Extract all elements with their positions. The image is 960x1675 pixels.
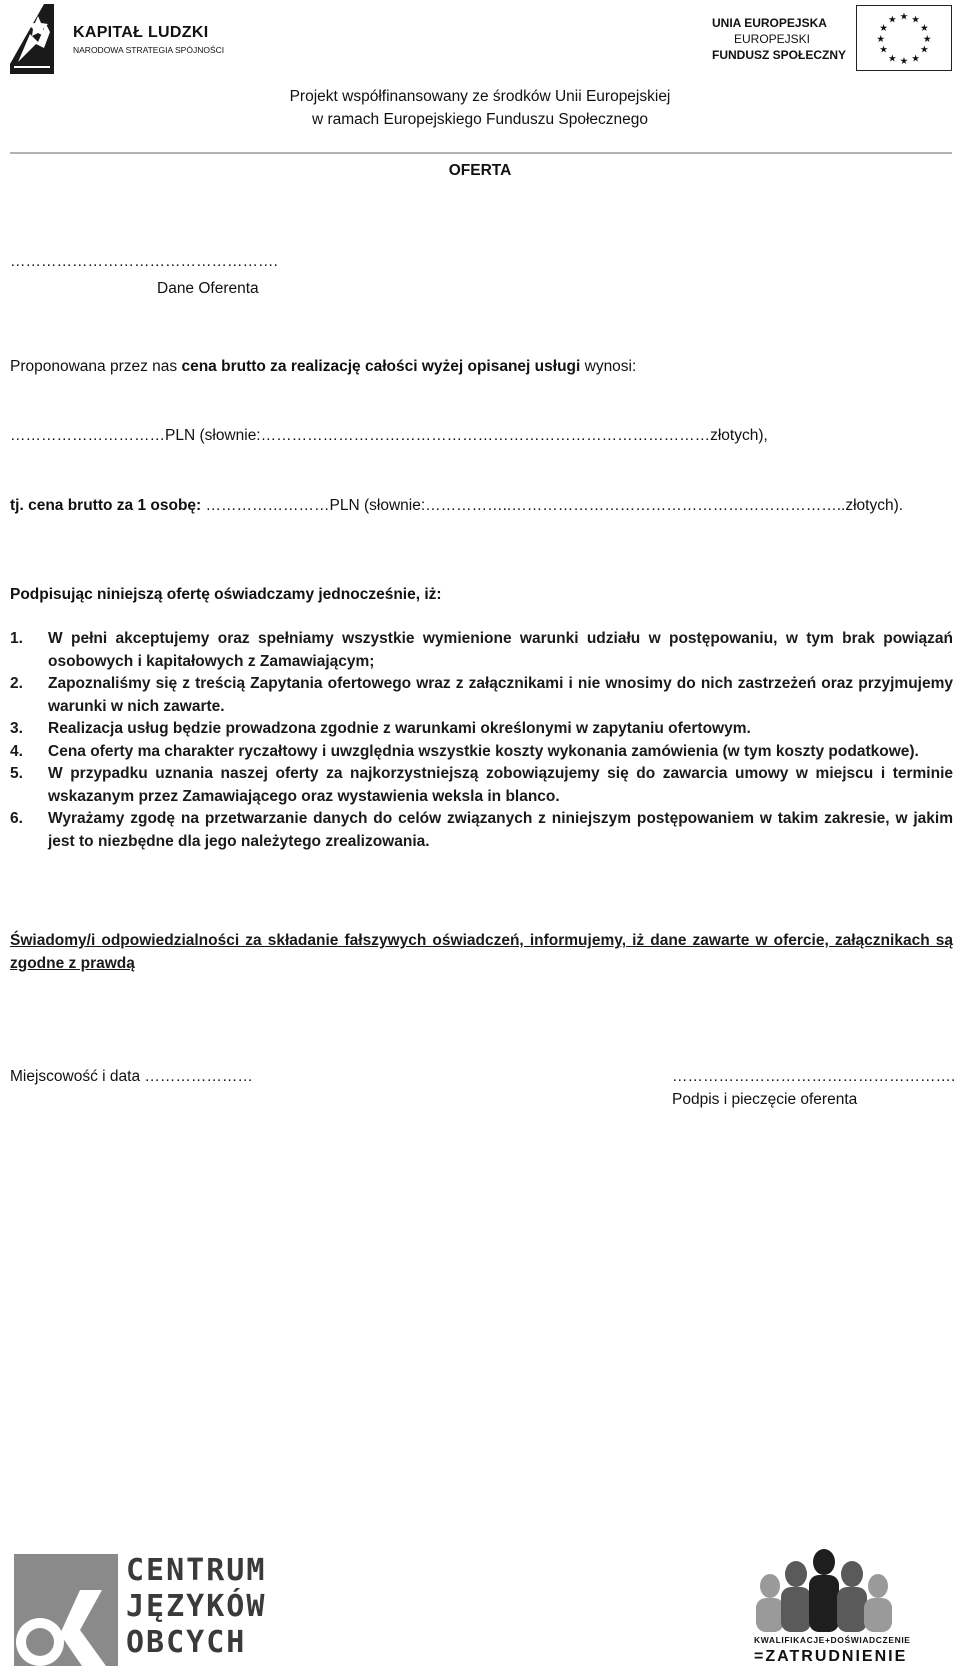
project-line-2: w ramach Europejskiego Funduszu Społecznego	[311, 111, 649, 128]
eu-logo-line1: UNIA EUROPEJSKA	[712, 16, 827, 30]
declaration-item	[10, 718, 953, 741]
declaration-item	[10, 673, 953, 718]
svg-text:★: ★	[899, 11, 909, 23]
cjo-line-1: CENTRUM	[126, 1553, 267, 1588]
per-person-price	[10, 497, 903, 515]
svg-text:★: ★	[911, 53, 920, 65]
declaration-item	[10, 808, 953, 853]
kwalifikacje-text: KWALIFIKACJE+DOŚWIADCZENIE	[754, 1635, 911, 1645]
item-number: 4.	[10, 742, 23, 760]
item-number: 6.	[10, 810, 23, 827]
item-text: Realizacja usług będzie prowadzona zgodnie z warunkami określonymi w zapytaniu ofertowym.	[48, 720, 751, 737]
signature-label: Podpis i pieczęcie oferenta	[672, 1091, 858, 1108]
item-text: W pełni akceptujemy oraz spełniamy wszystkie wymienione warunki udziału w postępowaniu, w tym brak powiązań osobowych i kapitałowych z Zamawiającym;	[48, 630, 953, 670]
price-intro	[10, 358, 636, 376]
per-person-label: tj. cena brutto za 1 osobę:	[10, 497, 202, 514]
place-and-date: Miejscowość i data …………………	[10, 1068, 253, 1085]
item-text: W przypadku uznania naszej oferty za najkorzystniejszą zobowiązujemy się do zawarcia umowy w miejscu i terminie wskazanym przez Zamawiającego oraz wystawienia weksla in blanco.	[48, 765, 953, 805]
cjo-line-3: OBCYCH	[126, 1625, 247, 1660]
eu-flag-icon	[856, 5, 952, 71]
zatrudnienie-text: =ZATRUDNIENIE	[754, 1648, 908, 1665]
centrum-jezykow-obcych-text	[126, 1553, 266, 1661]
eu-logo-line3: FUNDUSZ SPOŁECZNY	[712, 48, 847, 62]
eu-logo-line2: EUROPEJSKI	[734, 32, 811, 46]
svg-text:★: ★	[888, 53, 897, 65]
price-intro-suffix: wynosi:	[580, 358, 637, 375]
declaration-item	[10, 763, 953, 808]
svg-text:★: ★	[879, 44, 888, 56]
header-divider	[10, 152, 952, 154]
awareness-statement: Świadomy/i odpowiedzialności za składanie fałszywych oświadczeń, informujemy, iż dane zawarte w ofercie, załącznikach są zgodne z prawdą	[10, 932, 953, 972]
price-intro-prefix: Proponowana przez nas	[10, 358, 182, 375]
per-person-value: ……………………PLN (słownie:……………..………………………………………………………..złotych).	[201, 497, 904, 514]
svg-text:★: ★	[899, 56, 909, 68]
svg-text:★: ★	[876, 33, 886, 45]
project-line-1: Projekt współfinansowany ze środków Unii Europejskiej	[289, 88, 671, 105]
declaration-intro: Podpisując niniejszą ofertę oświadczamy jednocześnie, iż:	[10, 586, 442, 603]
item-text: Wyrażamy zgodę na przetwarzanie danych do celów związanych z niniejszym postępowaniem w takim zakresie, w jakim jest to niezbędne dla jego należytego zrealizowania.	[48, 810, 953, 850]
signature-dots: ……………………………………………….	[672, 1068, 956, 1085]
price-line: …………………………PLN (słownie:……………………………………………………………………………złotych),	[10, 427, 768, 444]
offeror-dots: …………………………………………….	[10, 253, 278, 270]
kapital-ludzki-subtitle: NARODOWA STRATEGIA SPÓJNOŚCI	[73, 45, 225, 55]
svg-text:★: ★	[888, 14, 897, 26]
item-number: 3.	[10, 720, 23, 737]
svg-text:★: ★	[920, 23, 929, 35]
svg-text:★: ★	[922, 33, 932, 45]
item-number: 2.	[10, 675, 23, 692]
item-number: 5.	[10, 765, 23, 782]
offeror-label: Dane Oferenta	[157, 280, 259, 297]
item-text: Zapoznaliśmy się z treścią Zapytania ofertowego wraz z załącznikami i nie wnosimy do nich zastrzeżeń oraz przyjmujemy warunki w nich zawarte.	[48, 675, 953, 715]
svg-text:★: ★	[911, 14, 920, 26]
item-text: Cena oferty ma charakter ryczałtowy i uwzględnia wszystkie koszty wykonania zamówienia (w tym koszty podatkowe).	[48, 742, 919, 760]
declaration-item	[10, 628, 953, 673]
declaration-item	[10, 741, 953, 764]
svg-text:★: ★	[879, 23, 888, 35]
cjo-line-2: JĘZYKÓW	[126, 1589, 267, 1624]
document-title: OFERTA	[448, 162, 512, 179]
svg-text:★: ★	[920, 44, 929, 56]
price-intro-bold: cena brutto za realizację całości wyżej opisanej usługi	[181, 358, 581, 375]
declaration-list	[10, 628, 953, 853]
item-number: 1.	[10, 630, 23, 647]
kapital-ludzki-title: KAPITAŁ LUDZKI	[73, 24, 209, 41]
